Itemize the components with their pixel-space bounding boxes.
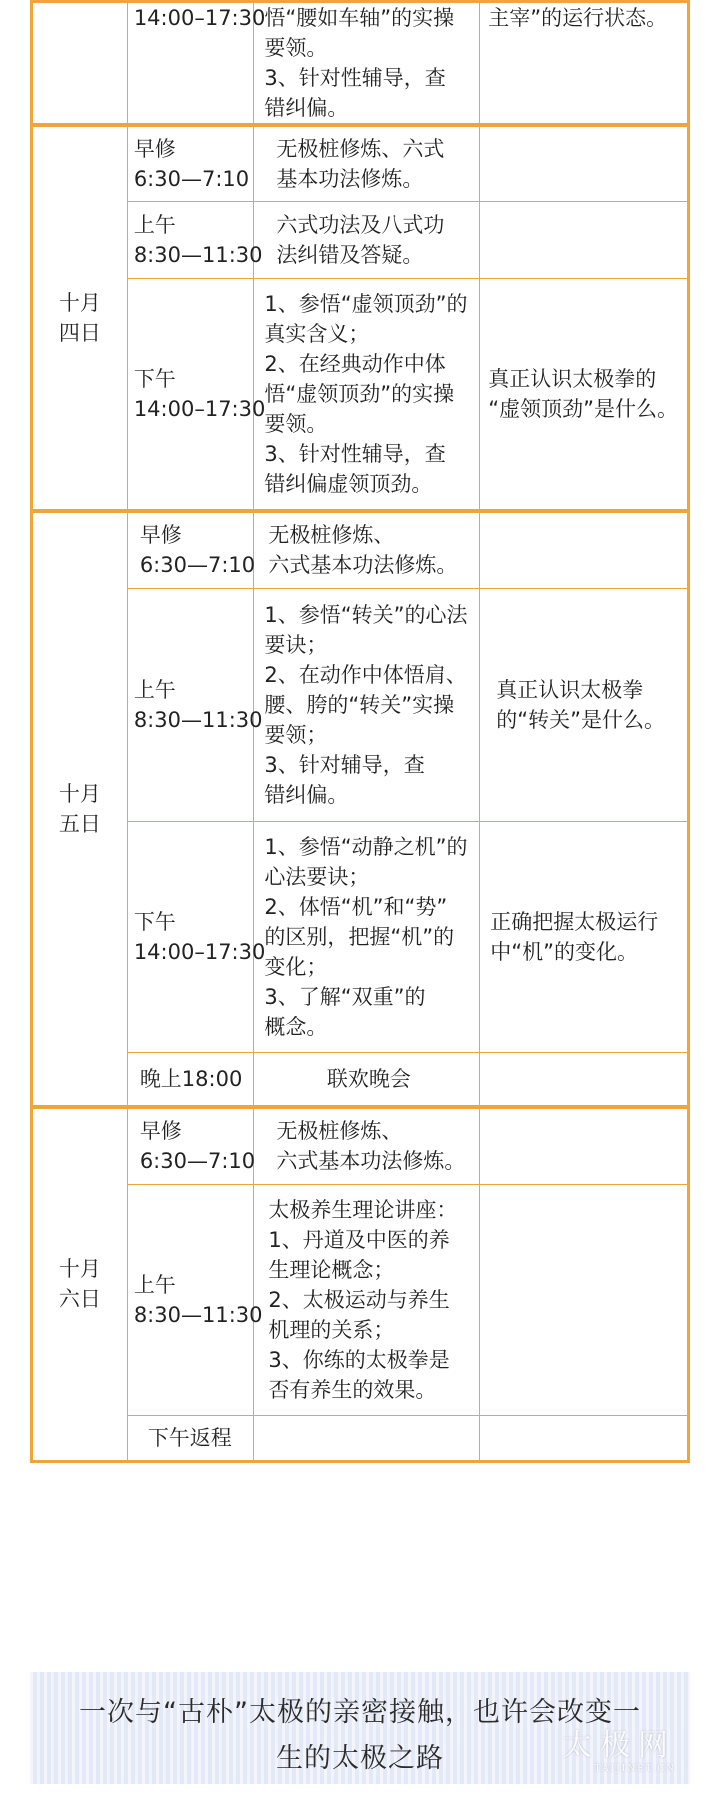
table-row (32, 821, 689, 1052)
table-row (32, 1184, 689, 1415)
session-time: 下午返程 (127, 1415, 254, 1461)
table-row (32, 125, 689, 201)
day-label: 十月 四日 (32, 125, 128, 511)
session-goal (480, 125, 689, 201)
session-goal: 真正认识太极拳的 “虚领顶劲”是什么。 (480, 278, 689, 511)
day-label: 十月 六日 (32, 1107, 128, 1461)
session-content: 无极桩修炼、 六式基本功法修炼。 (254, 1107, 480, 1184)
session-content: 联欢晚会 (254, 1052, 480, 1107)
table-row (32, 278, 689, 511)
session-time: 晚上18:00 (127, 1052, 254, 1107)
session-content: 悟“腰如车轴”的实操 要领。 3、针对性辅导，查 错纠偏。 (254, 2, 480, 126)
site-watermark: 太极网 TAIJINET.CN (562, 1728, 676, 1774)
table-row (32, 2, 689, 126)
table-row (32, 201, 689, 278)
session-time: 上午 8:30—11:30 (127, 588, 254, 821)
session-content: 无极桩修炼、 六式基本功法修炼。 (254, 511, 480, 588)
table-row (32, 1415, 689, 1461)
session-goal (480, 1107, 689, 1184)
day-label: 十月 五日 (32, 511, 128, 1107)
session-content: 1、参悟“动静之机”的 心法要诀； 2、体悟“机”和“势” 的区别，把握“机”的 变化； 3、了解“双重”的 概念。 (254, 821, 480, 1052)
banner-text: 一次与“古朴”太极的亲密接触，也许会改变一 生的太极之路 (79, 1697, 641, 1774)
session-goal: 主宰”的运行状态。 (480, 2, 689, 126)
session-time: 早修 6:30—7:10 (127, 511, 254, 588)
session-content: 太极养生理论讲座： 1、丹道及中医的养 生理论概念； 2、太极运动与养生 机理的关系； 3、你练的太极拳是 否有养生的效果。 (254, 1184, 480, 1415)
session-content (254, 1415, 480, 1461)
table-row (32, 1052, 689, 1107)
schedule-table (30, 0, 690, 1463)
session-goal (480, 1052, 689, 1107)
session-goal (480, 201, 689, 278)
session-content: 六式功法及八式功 法纠错及答疑。 (254, 201, 480, 278)
session-time: 上午 8:30—11:30 (127, 1184, 254, 1415)
session-content: 无极桩修炼、六式 基本功法修炼。 (254, 125, 480, 201)
table-row (32, 588, 689, 821)
session-goal (480, 511, 689, 588)
session-time: 早修 6:30—7:10 (127, 1107, 254, 1184)
table-row (32, 1107, 689, 1184)
table-row (32, 511, 689, 588)
closing-banner (30, 1672, 690, 1784)
session-content: 1、参悟“虚领顶劲”的 真实含义； 2、在经典动作中体 悟“虚领顶劲”的实操 要领。 3、针对性辅导，查 错纠偏虚领顶劲。 (254, 278, 480, 511)
session-goal: 真正认识太极拳 的“转关”是什么。 (480, 588, 689, 821)
day-label (32, 2, 128, 126)
session-time: 14:00–17:30 (127, 2, 254, 126)
session-time: 早修 6:30—7:10 (127, 125, 254, 201)
session-time: 下午 14:00–17:30 (127, 821, 254, 1052)
session-time: 下午 14:00–17:30 (127, 278, 254, 511)
session-goal (480, 1415, 689, 1461)
session-goal: 正确把握太极运行 中“机”的变化。 (480, 821, 689, 1052)
session-content: 1、参悟“转关”的心法 要诀； 2、在动作中体悟肩、 腰、胯的“转关”实操 要领； 3、针对辅导，查 错纠偏。 (254, 588, 480, 821)
session-time: 上午 8:30—11:30 (127, 201, 254, 278)
session-goal (480, 1184, 689, 1415)
